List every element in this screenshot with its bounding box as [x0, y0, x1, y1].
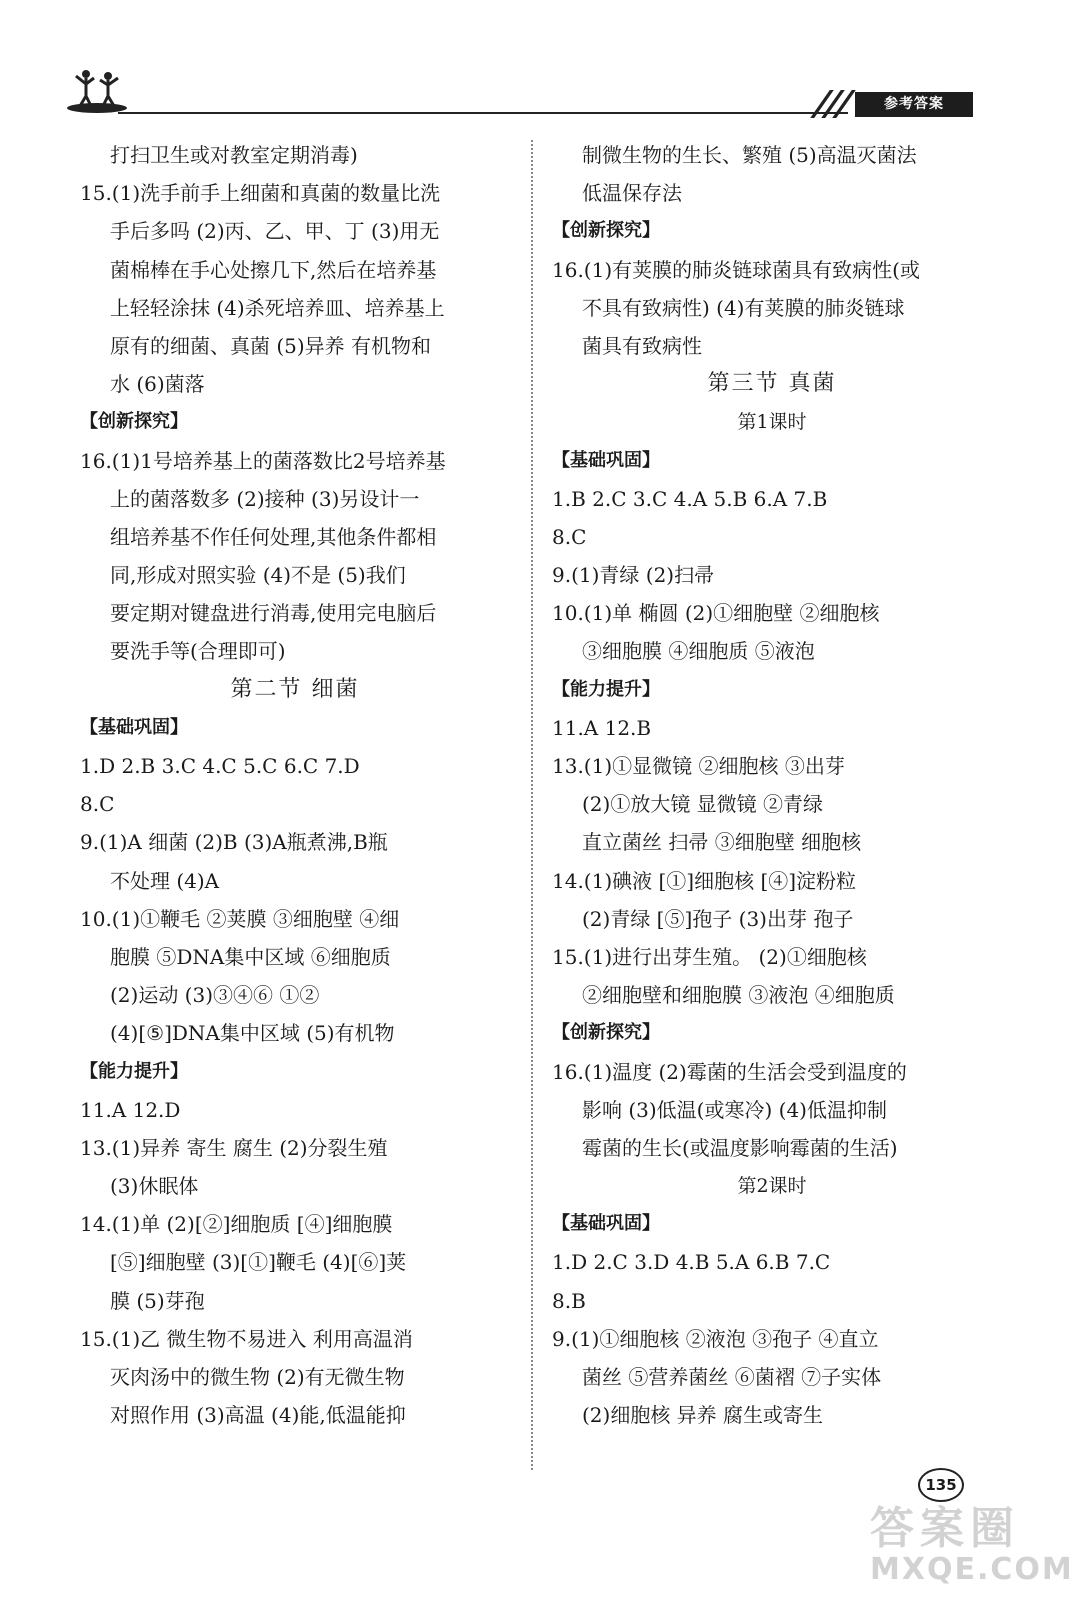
answer-line: 不具有致病性) (4)有荚膜的肺炎链球 — [582, 295, 905, 320]
page-number: 135 — [918, 1468, 964, 1502]
answer-line: 10.(1)单 椭圆 (2)①细胞壁 ②细胞核 — [552, 601, 880, 626]
answer-line: 手后多吗 (2)丙、乙、甲、丁 (3)用无 — [110, 219, 440, 244]
answer-line: 水 (6)菌落 — [110, 372, 205, 397]
answer-line: 16.(1)有荚膜的肺炎链球菌具有致病性(或 — [552, 257, 920, 282]
column-divider — [531, 140, 533, 1470]
answer-line: 原有的细菌、真菌 (5)异养 有机物和 — [110, 333, 432, 358]
section-heading: 【基础巩固】 — [552, 449, 660, 471]
section-heading: 【能力提升】 — [552, 678, 660, 700]
answer-line: 16.(1)1号培养基上的菌落数比2号培养基 — [80, 448, 446, 473]
answer-line: 上轻轻涂抹 (4)杀死培养皿、培养基上 — [110, 295, 445, 320]
answer-line: 膜 (5)芽孢 — [110, 1288, 205, 1313]
answer-line: 16.(1)温度 (2)霉菌的生活会受到温度的 — [552, 1059, 907, 1084]
answer-line: 要洗手等(合理即可) — [110, 639, 286, 664]
answer-line: 胞膜 ⑤DNA集中区域 ⑥细胞质 — [110, 944, 391, 969]
answer-column-right — [552, 136, 992, 1434]
section-heading: 【创新探究】 — [80, 411, 188, 433]
answer-line: 菌棉棒在手心处擦几下,然后在培养基 — [110, 257, 437, 282]
answer-line: 11.A 12.D — [80, 1097, 181, 1122]
answer-line: 菌丝 ⑤营养菌丝 ⑥菌褶 ⑦子实体 — [582, 1365, 882, 1389]
answer-line: 10.(1)①鞭毛 ②荚膜 ③细胞壁 ④细 — [80, 906, 400, 931]
answer-line: (2)①放大镜 显微镜 ②青绿 — [582, 792, 824, 817]
answer-line: 9.(1)A 细菌 (2)B (3)A瓶煮沸,B瓶 — [80, 830, 388, 855]
lesson-title: 第1课时 — [737, 411, 807, 434]
answer-line: 13.(1)①显微镜 ②细胞核 ③出芽 — [552, 754, 845, 778]
answer-line: 15.(1)洗手前手上细菌和真菌的数量比洗 — [80, 181, 441, 206]
answer-line: [⑤]细胞壁 (3)[①]鞭毛 (4)[⑥]荚 — [110, 1250, 407, 1275]
answer-line: (4)[⑤]DNA集中区域 (5)有机物 — [110, 1021, 395, 1046]
answer-line: 8.B — [552, 1288, 586, 1313]
answer-line: 9.(1)①细胞核 ②液泡 ③孢子 ④直立 — [552, 1326, 879, 1351]
answer-line: (3)休眠体 — [110, 1174, 199, 1199]
header-rule — [118, 112, 848, 114]
answer-line: 8.C — [80, 792, 115, 817]
section-heading: 【基础巩固】 — [80, 716, 188, 738]
answer-line: 9.(1)青绿 (2)扫帚 — [552, 563, 715, 588]
answer-line: 低温保存法 — [582, 181, 682, 206]
answer-line: 菌具有致病性 — [582, 333, 702, 358]
answer-line: 组培养基不作任何处理,其他条件都相 — [110, 524, 437, 549]
watermark-url: MXQE.COM — [870, 1552, 1074, 1587]
section-heading: 【创新探究】 — [552, 1022, 660, 1044]
decorative-logo-icon — [62, 66, 132, 114]
answer-line: 1.D 2.B 3.C 4.C 5.C 6.C 7.D — [80, 754, 360, 778]
section-heading: 【创新探究】 — [552, 220, 660, 242]
answer-line: 1.D 2.C 3.D 4.B 5.A 6.B 7.C — [552, 1250, 831, 1275]
answer-line: 灭肉汤中的微生物 (2)有无微生物 — [110, 1365, 405, 1389]
section-heading: 【基础巩固】 — [552, 1213, 660, 1235]
answer-line: 8.C — [552, 524, 587, 549]
answer-line: 霉菌的生长(或温度影响霉菌的生活) — [582, 1135, 898, 1160]
answer-line: 1.B 2.C 3.C 4.A 5.B 6.A 7.B — [552, 486, 828, 511]
chapter-title: 第二节 细菌 — [230, 676, 360, 702]
answer-line: 制微生物的生长、繁殖 (5)高温灭菌法 — [582, 143, 917, 167]
answer-line: (2)运动 (3)③④⑥ ①② — [110, 983, 320, 1008]
answer-line: 14.(1)单 (2)[②]细胞质 [④]细胞膜 — [80, 1212, 393, 1237]
answer-line: ③细胞膜 ④细胞质 ⑤液泡 — [582, 639, 815, 664]
section-heading: 【能力提升】 — [80, 1060, 188, 1082]
answer-line: 15.(1)乙 微生物不易进入 利用高温消 — [80, 1326, 413, 1351]
answer-line: 13.(1)异养 寄生 腐生 (2)分裂生殖 — [80, 1135, 388, 1160]
section-tag: 参考答案 — [855, 92, 973, 117]
answer-line: 14.(1)碘液 [①]细胞核 [④]淀粉粒 — [552, 868, 857, 893]
chapter-title: 第三节 真菌 — [707, 371, 837, 397]
lesson-title: 第2课时 — [737, 1175, 807, 1198]
answer-line: (2)细胞核 异养 腐生或寄生 — [582, 1403, 824, 1428]
answer-line: 上的菌落数多 (2)接种 (3)另设计一 — [110, 486, 420, 511]
answer-line: 15.(1)进行出芽生殖。 (2)①细胞核 — [552, 944, 867, 969]
answer-line: 对照作用 (3)高温 (4)能,低温能抑 — [110, 1403, 406, 1428]
watermark — [870, 1503, 1074, 1587]
answer-line: ②细胞壁和细胞膜 ③液泡 ④细胞质 — [582, 983, 895, 1008]
answer-column-left — [80, 136, 510, 1434]
answer-line: (2)青绿 [⑤]孢子 (3)出芽 孢子 — [582, 906, 854, 931]
answer-line: 同,形成对照实验 (4)不是 (5)我们 — [110, 563, 406, 588]
answer-line: 直立菌丝 扫帚 ③细胞壁 细胞核 — [582, 830, 862, 855]
answer-line: 要定期对键盘进行消毒,使用完电脑后 — [110, 601, 437, 626]
answer-line: 不处理 (4)A — [110, 868, 220, 893]
watermark-title: 答案圈 — [870, 1503, 1020, 1554]
answer-line: 影响 (3)低温(或寒冷) (4)低温抑制 — [582, 1097, 887, 1122]
answer-line: 11.A 12.B — [552, 715, 652, 740]
answer-line: 打扫卫生或对教室定期消毒) — [110, 143, 358, 167]
